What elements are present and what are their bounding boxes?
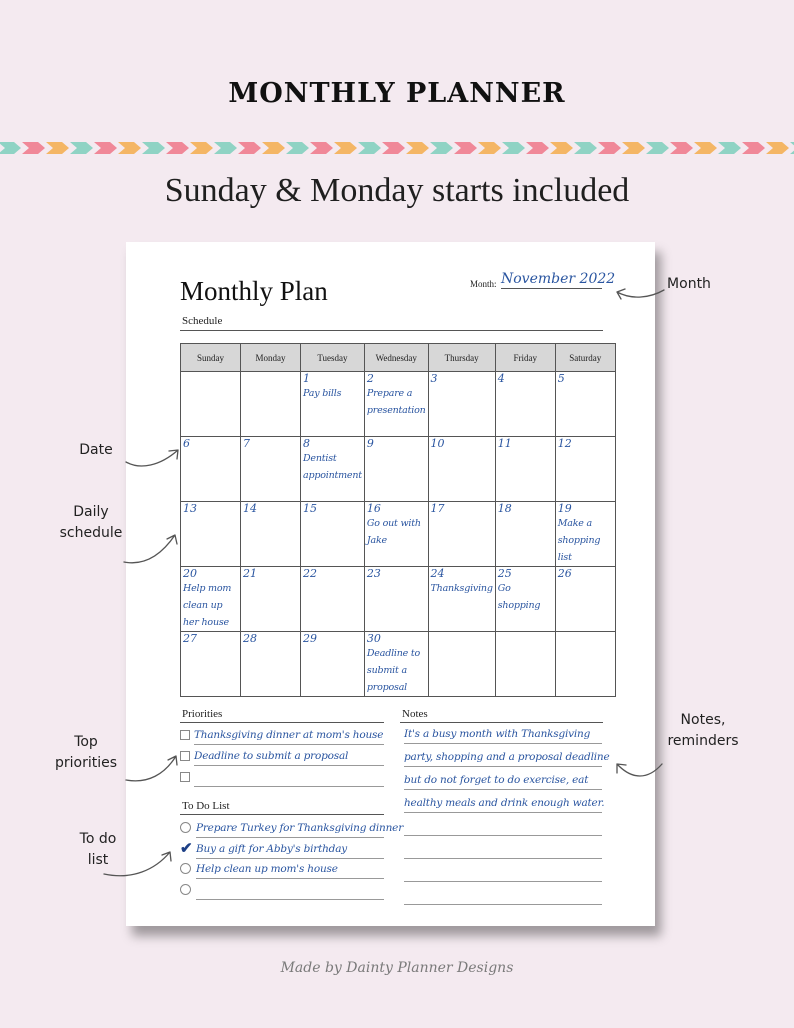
chevron-mark <box>718 142 741 154</box>
calendar-week-row <box>181 567 616 632</box>
day-number: 6 <box>183 437 190 450</box>
todo-line[interactable] <box>196 859 384 879</box>
priority-text: Deadline to submit a proposal <box>194 750 349 762</box>
calendar-day-cell[interactable] <box>364 632 428 697</box>
chevron-mark <box>94 142 117 154</box>
calendar-day-cell[interactable] <box>181 502 241 567</box>
day-number: 17 <box>430 502 445 515</box>
notes-line[interactable] <box>404 839 602 859</box>
calendar-day-cell[interactable] <box>364 372 428 437</box>
day-number: 29 <box>303 632 317 645</box>
day-note: Prepare a presentation <box>366 388 426 416</box>
day-number: 26 <box>557 567 572 580</box>
callout-date: Date <box>79 442 113 458</box>
calendar-day-cell[interactable] <box>555 567 615 632</box>
calendar-day-cell[interactable] <box>241 437 301 502</box>
priority-line[interactable] <box>194 767 384 787</box>
notes-line[interactable] <box>404 816 602 836</box>
day-number: 25 <box>497 567 512 580</box>
notes-line[interactable] <box>404 770 602 790</box>
day-note: Dentist appointment <box>303 453 362 481</box>
chevron-mark <box>142 142 165 154</box>
chevron-divider <box>0 140 794 156</box>
calendar-day-cell[interactable] <box>241 567 301 632</box>
chevron-mark <box>190 142 213 154</box>
notes-text: party, shopping and a proposal deadline <box>404 751 610 763</box>
calendar-day-cell[interactable] <box>495 502 555 567</box>
day-number: 18 <box>497 502 512 515</box>
day-note: Deadline to submit a proposal <box>366 648 421 693</box>
calendar-week-row <box>181 502 616 567</box>
day-note: Help mom clean up her house <box>183 583 232 628</box>
calendar-day-cell[interactable] <box>241 632 301 697</box>
chevron-mark <box>646 142 669 154</box>
callout-to-do-list <box>64 829 132 871</box>
chevron-mark <box>790 142 794 154</box>
day-number: 12 <box>557 437 572 450</box>
chevron-mark <box>526 142 549 154</box>
weekday-header: Thursday <box>428 344 495 372</box>
chevron-mark <box>598 142 621 154</box>
day-note: Pay bills <box>303 388 342 399</box>
notes-line[interactable] <box>404 747 610 767</box>
chevron-mark <box>670 142 693 154</box>
calendar-day-cell[interactable] <box>428 632 495 697</box>
chevron-mark <box>694 142 717 154</box>
chevron-mark <box>766 142 789 154</box>
callout-top-priorities-line-2: priorities <box>54 755 118 771</box>
day-number: 24 <box>430 567 445 580</box>
day-number: 20 <box>183 567 197 580</box>
day-number: 19 <box>557 502 572 515</box>
priority-line[interactable] <box>194 725 384 745</box>
check-mark-icon[interactable]: ✔ <box>180 839 193 857</box>
schedule-label: Schedule <box>182 315 223 327</box>
calendar-week-row <box>181 372 616 437</box>
calendar-day-cell[interactable] <box>428 502 495 567</box>
credit-text: Made by Dainty Planner Designs <box>280 960 514 976</box>
notes-label: Notes <box>402 708 428 720</box>
weekday-header: Wednesday <box>364 344 428 372</box>
calendar-day-cell[interactable] <box>301 567 365 632</box>
notes-text: healthy meals and drink enough water. <box>404 797 605 809</box>
day-number: 1 <box>303 372 310 385</box>
schedule-rule <box>180 330 603 331</box>
calendar-day-cell[interactable] <box>241 502 301 567</box>
day-number: 23 <box>366 567 381 580</box>
notes-text: It's a busy month with Thanksgiving <box>404 728 591 740</box>
chevron-mark <box>742 142 765 154</box>
todo-radio-circle[interactable] <box>180 822 191 833</box>
chevron-mark <box>382 142 405 154</box>
chevron-mark <box>358 142 381 154</box>
notes-line[interactable] <box>404 724 602 744</box>
todo-line[interactable] <box>196 880 384 900</box>
day-number: 2 <box>366 372 374 385</box>
day-number: 16 <box>366 502 381 515</box>
chevron-mark <box>238 142 261 154</box>
calendar-day-cell[interactable] <box>364 502 428 567</box>
day-number: 4 <box>497 372 505 385</box>
calendar-day-cell[interactable] <box>364 437 428 502</box>
calendar-day-cell[interactable] <box>495 437 555 502</box>
todo-label: To Do List <box>182 800 230 812</box>
notes-line[interactable] <box>404 793 605 813</box>
callout-daily-schedule <box>46 502 136 544</box>
callout-daily-schedule-line-1: Daily <box>73 504 109 520</box>
day-number: 27 <box>183 632 197 645</box>
priority-checkbox[interactable] <box>180 772 190 782</box>
chevron-mark <box>166 142 189 154</box>
chevron-mark <box>118 142 141 154</box>
priority-line[interactable] <box>194 746 384 766</box>
day-number: 10 <box>430 437 445 450</box>
day-note: Go shopping <box>497 583 541 611</box>
day-note: Go out with Jake <box>366 518 421 546</box>
calendar-day-cell[interactable] <box>428 567 495 632</box>
priority-checkbox[interactable] <box>180 751 190 761</box>
todo-text: Buy a gift for Abby's birthday <box>196 842 347 855</box>
calendar-day-cell[interactable] <box>301 437 365 502</box>
calendar-grid <box>180 343 616 697</box>
todo-radio-circle[interactable] <box>180 863 191 874</box>
day-number: 7 <box>243 437 250 450</box>
calendar-day-cell[interactable] <box>555 632 615 697</box>
chevron-mark <box>454 142 477 154</box>
chevron-mark <box>502 142 525 154</box>
callout-notes-reminders-line-1: Notes, <box>680 712 726 728</box>
calendar-day-cell[interactable] <box>495 632 555 697</box>
chevron-mark <box>478 142 501 154</box>
calendar-day-cell[interactable] <box>428 437 495 502</box>
calendar-day-cell[interactable] <box>555 502 615 567</box>
weekday-header: Sunday <box>181 344 241 372</box>
month-label: Month: <box>470 279 497 289</box>
notes-line[interactable] <box>404 885 602 905</box>
calendar-day-cell[interactable] <box>364 567 428 632</box>
todo-line[interactable] <box>196 839 384 859</box>
todo-radio-circle[interactable] <box>180 884 191 895</box>
priorities-rule <box>180 722 384 723</box>
todo-rule <box>180 814 384 815</box>
calendar-day-cell[interactable] <box>181 567 241 632</box>
chevron-mark <box>334 142 357 154</box>
todo-text: Help clean up mom's house <box>196 863 338 875</box>
calendar-day-cell[interactable] <box>241 372 301 437</box>
chevron-mark <box>622 142 645 154</box>
chevron-mark <box>214 142 237 154</box>
todo-line[interactable] <box>196 818 404 838</box>
day-number: 30 <box>366 632 381 645</box>
calendar-day-cell[interactable] <box>301 632 365 697</box>
day-number: 5 <box>557 372 565 385</box>
page-headline: MONTHLY PLANNER <box>228 78 566 109</box>
chevron-mark <box>22 142 45 154</box>
month-field[interactable]: November 2022 <box>501 271 616 287</box>
chevron-mark <box>310 142 333 154</box>
calendar-day-cell[interactable] <box>495 567 555 632</box>
notes-text: but do not forget to do exercise, eat <box>404 774 589 786</box>
calendar-day-cell[interactable] <box>181 437 241 502</box>
chevron-mark <box>550 142 573 154</box>
day-note: Thanksgiving <box>430 583 493 594</box>
callout-notes-reminders <box>660 710 746 752</box>
calendar-day-cell[interactable] <box>495 372 555 437</box>
callout-top-priorities-line-1: Top <box>74 734 98 750</box>
day-number: 14 <box>243 502 257 515</box>
weekday-header: Saturday <box>555 344 615 372</box>
callout-to-do-list-line-2: list <box>87 852 109 868</box>
notes-rule <box>400 722 603 723</box>
calendar-week-row <box>181 632 616 697</box>
calendar-day-cell[interactable] <box>428 372 495 437</box>
day-number: 13 <box>183 502 197 515</box>
notes-line[interactable] <box>404 862 602 882</box>
calendar-day-cell[interactable] <box>555 372 615 437</box>
calendar-day-cell[interactable] <box>301 502 365 567</box>
chevron-mark <box>262 142 285 154</box>
day-number: 28 <box>243 632 257 645</box>
day-number: 3 <box>430 372 438 385</box>
weekday-header: Friday <box>495 344 555 372</box>
chevron-mark <box>430 142 453 154</box>
priorities-label: Priorities <box>182 708 223 720</box>
day-number: 15 <box>303 502 317 515</box>
weekday-header-row <box>181 344 616 372</box>
callout-month: Month <box>667 276 711 292</box>
calendar-day-cell[interactable] <box>181 632 241 697</box>
calendar-day-cell[interactable] <box>555 437 615 502</box>
priority-text: Thanksgiving dinner at mom's house <box>194 729 384 741</box>
chevron-mark <box>0 142 21 154</box>
planner-sheet <box>126 242 655 926</box>
chevron-mark <box>286 142 309 154</box>
plan-title: Monthly Plan <box>180 276 328 306</box>
callout-notes-reminders-line-2: reminders <box>667 733 739 749</box>
weekday-header: Tuesday <box>301 344 365 372</box>
chevron-mark <box>70 142 93 154</box>
day-number: 9 <box>366 437 374 450</box>
calendar-day-cell[interactable] <box>181 372 241 437</box>
calendar-week-row <box>181 437 616 502</box>
weekday-header: Monday <box>241 344 301 372</box>
chevron-mark <box>574 142 597 154</box>
page-subheadline: Sunday & Monday starts included <box>164 172 630 209</box>
chevron-mark <box>406 142 429 154</box>
day-number: 11 <box>497 437 512 450</box>
callout-daily-schedule-line-2: schedule <box>59 525 123 541</box>
chevron-mark <box>46 142 69 154</box>
day-number: 8 <box>303 437 310 450</box>
calendar-day-cell[interactable] <box>301 372 365 437</box>
day-number: 21 <box>243 567 257 580</box>
day-number: 22 <box>303 567 317 580</box>
callout-top-priorities <box>44 732 128 774</box>
priority-checkbox[interactable] <box>180 730 190 740</box>
todo-text: Prepare Turkey for Thanksgiving dinner <box>196 822 404 834</box>
callout-to-do-list-line-1: To do <box>79 831 117 847</box>
day-note: Make a shopping list <box>557 518 601 563</box>
